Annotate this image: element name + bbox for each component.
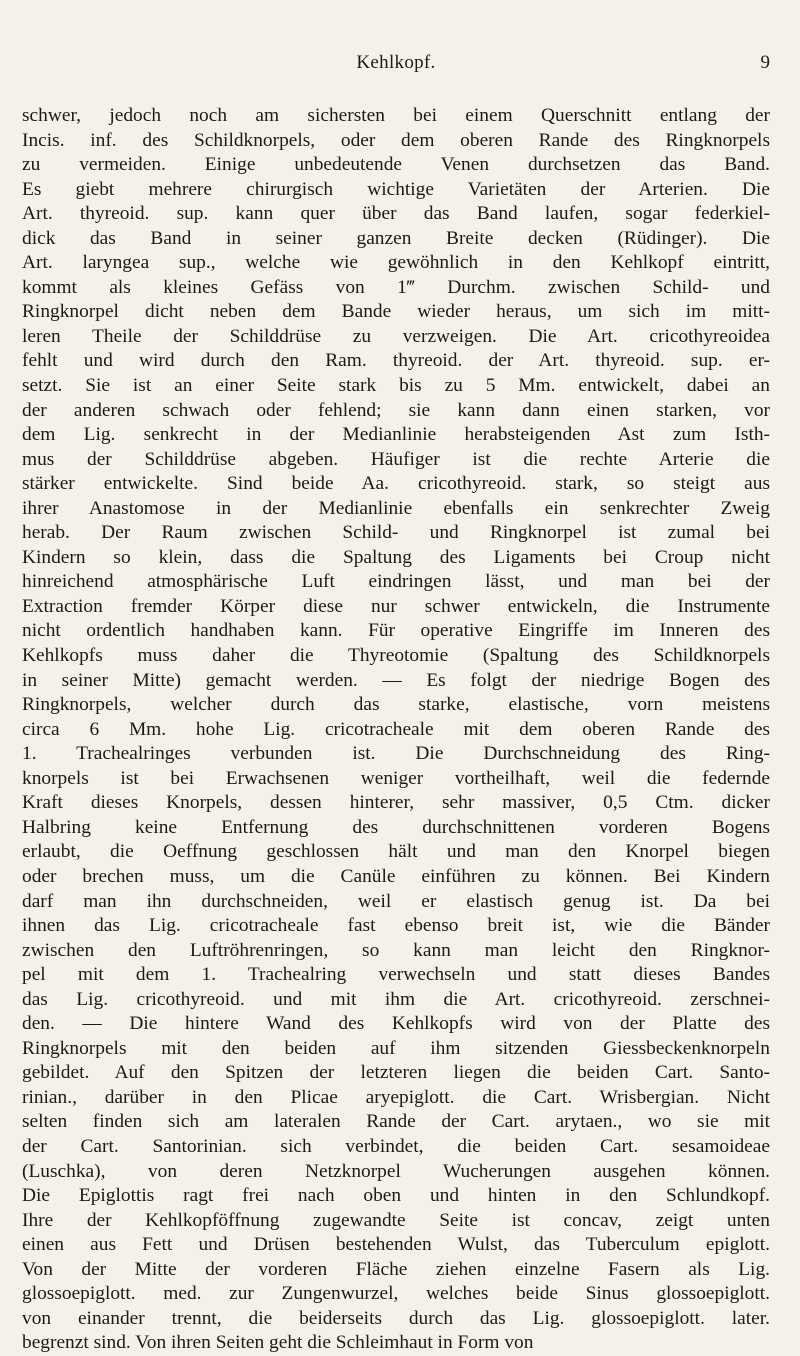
text-line: hinreichend atmosphärische Luft eindringen lässt, und man bei der <box>22 571 770 593</box>
text-line: den. — Die hintere Wand des Kehlkopfs wird von der Platte des <box>22 1013 770 1035</box>
text-line: Art. thyreoid. sup. kann quer über das Band laufen, sogar federkiel- <box>22 203 770 225</box>
text-line: kommt als kleines Gefäss von 1‴ Durchm. zwischen Schild- und <box>22 276 770 298</box>
text-line: zu vermeiden. Einige unbedeutende Venen durchsetzen das Band. <box>22 154 770 176</box>
text-line: setzt. Sie ist an einer Seite stark bis zu 5 Mm. entwickelt, dabei an <box>22 375 770 397</box>
text-line: dick das Band in seiner ganzen Breite decken (Rüdinger). Die <box>22 227 770 249</box>
text-line: erlaubt, die Oeffnung geschlossen hält und man den Knorpel biegen <box>22 841 770 863</box>
text-line: Kehlkopfs muss daher die Thyreotomie (Spaltung des Schildknorpels <box>22 645 770 667</box>
text-line: in seiner Mitte) gemacht werden. — Es folgt der niedrige Bogen des <box>22 669 770 691</box>
text-line: Incis. inf. des Schildknorpels, oder dem oberen Rande des Ringknorpels <box>22 129 770 151</box>
text-line: stärker entwickelte. Sind beide Aa. cricothyreoid. stark, so steigt aus <box>22 473 770 495</box>
text-line: schwer, jedoch noch am sichersten bei einem Querschnitt entlang der <box>22 105 770 126</box>
text-line: 1. Trachealringes verbunden ist. Die Durchschneidung des Ring- <box>22 743 770 765</box>
text-line: dem Lig. senkrecht in der Medianlinie herabsteigenden Ast zum Isth- <box>22 424 770 446</box>
text-line: (Luschka), von deren Netzknorpel Wucherungen ausgehen können. <box>22 1160 770 1182</box>
body-text <box>22 104 770 1356</box>
text-line: pel mit dem 1. Trachealring verwechseln und statt dieses Bandes <box>22 964 770 986</box>
text-line: glossoepiglott. med. zur Zungenwurzel, welches beide Sinus glossoepiglott. <box>22 1283 770 1305</box>
text-line: Von der Mitte der vorderen Fläche ziehen einzelne Fasern als Lig. <box>22 1258 770 1280</box>
page-header <box>22 52 770 76</box>
text-line: oder brechen muss, um die Canüle einführen zu können. Bei Kindern <box>22 865 770 887</box>
text-line: Halbring keine Entfernung des durchschnittenen vorderen Bogens <box>22 816 770 838</box>
text-line: begrenzt sind. Von ihren Seiten geht die Schleimhaut in Form von <box>22 1332 534 1354</box>
text-line: Ihre der Kehlkopföffnung zugewandte Seite ist concav, zeigt unten <box>22 1209 770 1231</box>
text-line: circa 6 Mm. hohe Lig. cricotracheale mit dem oberen Rande des <box>22 718 770 740</box>
text-line: ihrer Anastomose in der Medianlinie ebenfalls ein senkrechter Zweig <box>22 497 770 519</box>
text-line: Die Epiglottis ragt frei nach oben und hinten in den Schlundkopf. <box>22 1185 770 1207</box>
text-line: Extraction fremder Körper diese nur schwer entwickeln, die Instrumente <box>22 595 770 617</box>
text-line: das Lig. cricothyreoid. und mit ihm die Art. cricothyreoid. zerschnei- <box>22 988 770 1010</box>
text-line: der Cart. Santorinian. sich verbindet, die beiden Cart. sesamoideae <box>22 1135 770 1157</box>
text-line: mus der Schilddrüse abgeben. Häufiger ist die rechte Arterie die <box>22 448 770 470</box>
text-line: Es giebt mehrere chirurgisch wichtige Varietäten der Arterien. Die <box>22 178 770 200</box>
text-line: zwischen den Luftröhrenringen, so kann man leicht den Ringknor- <box>22 939 770 961</box>
text-line: einen aus Fett und Drüsen bestehenden Wulst, das Tuberculum epiglott. <box>22 1234 770 1256</box>
text-line: Ringknorpel dicht neben dem Bande wieder heraus, um sich im mitt- <box>22 301 770 323</box>
text-line: Kraft dieses Knorpels, dessen hinterer, sehr massiver, 0,5 Ctm. dicker <box>22 792 770 814</box>
text-line: Ringknorpels mit den beiden auf ihm sitzenden Giessbeckenknorpeln <box>22 1037 770 1059</box>
running-head: Kehlkopf. <box>356 52 436 73</box>
text-line: darf man ihn durchschneiden, weil er elastisch genug ist. Da bei <box>22 890 770 912</box>
text-line: rinian., darüber in den Plicae aryepiglott. die Cart. Wrisbergian. Nicht <box>22 1086 770 1108</box>
page-number: 9 <box>760 52 770 73</box>
text-line: leren Theile der Schilddrüse zu verzweigen. Die Art. cricothyreoidea <box>22 325 770 347</box>
text-line: selten finden sich am lateralen Rande der Cart. arytaen., wo sie mit <box>22 1111 770 1133</box>
text-line: nicht ordentlich handhaben kann. Für operative Eingriffe im Inneren des <box>22 620 770 642</box>
text-line: knorpels ist bei Erwachsenen weniger vortheilhaft, weil die federnde <box>22 767 770 789</box>
text-line: Ringknorpels, welcher durch das starke, elastische, vorn meistens <box>22 694 770 716</box>
text-line: von einander trennt, die beiderseits durch das Lig. glossoepiglott. later. <box>22 1307 770 1329</box>
text-line: herab. Der Raum zwischen Schild- und Ringknorpel ist zumal bei <box>22 522 770 544</box>
text-line: ihnen das Lig. cricotracheale fast ebenso breit ist, wie die Bänder <box>22 915 770 937</box>
text-line: fehlt und wird durch den Ram. thyreoid. der Art. thyreoid. sup. er- <box>22 350 770 372</box>
text-line: Art. laryngea sup., welche wie gewöhnlich in den Kehlkopf eintritt, <box>22 252 770 274</box>
text-line: Kindern so klein, dass die Spaltung des Ligaments bei Croup nicht <box>22 546 770 568</box>
text-line: der anderen schwach oder fehlend; sie kann dann einen starken, vor <box>22 399 770 421</box>
text-line: gebildet. Auf den Spitzen der letzteren liegen die beiden Cart. Santo- <box>22 1062 770 1084</box>
